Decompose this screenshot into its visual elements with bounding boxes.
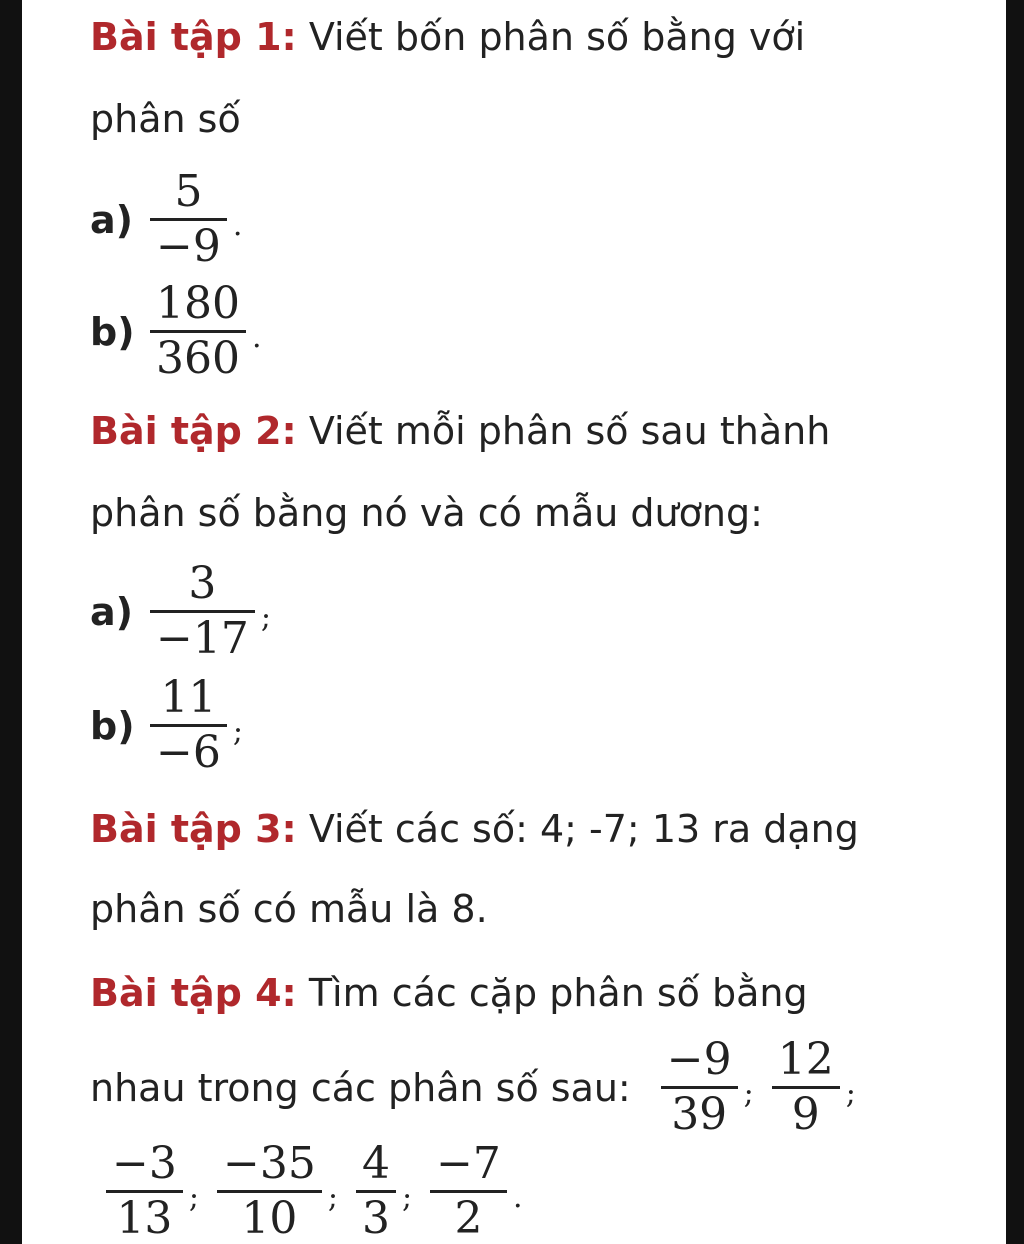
separator: ; [232, 714, 243, 749]
fraction [106, 1140, 183, 1243]
separator: ; [401, 1180, 413, 1215]
separator: ; [260, 600, 271, 635]
numerator: −9 [666, 1034, 732, 1085]
ex2-title: Bài tập 2: [90, 409, 297, 453]
fraction [661, 1036, 738, 1139]
item-label: b) [90, 703, 135, 748]
denominator: 9 [791, 1089, 820, 1140]
ex1-text-1: Viết bốn phân số bằng với [296, 15, 806, 59]
ex2-heading [90, 408, 830, 454]
ex4-text-2: nhau trong các phân số sau: [90, 1065, 631, 1110]
separator: ; [845, 1076, 856, 1111]
denominator: 39 [671, 1089, 728, 1140]
ex1-item-a [90, 168, 242, 271]
denominator: 360 [156, 333, 240, 384]
numerator: 5 [174, 166, 203, 217]
numerator: 4 [361, 1138, 390, 1189]
item-label: a) [90, 197, 134, 242]
numerator: −3 [112, 1138, 177, 1189]
numerator: 12 [777, 1034, 834, 1085]
ex3-heading [90, 806, 859, 852]
ex1-heading [90, 14, 805, 60]
fraction [150, 674, 227, 777]
item-label: b) [90, 309, 135, 354]
ex2-item-b [90, 674, 243, 777]
ex4-row-2 [102, 1140, 522, 1243]
ex3-title: Bài tập 3: [90, 807, 297, 851]
denominator: −9 [156, 221, 221, 272]
denominator: −17 [156, 613, 249, 664]
numerator: 180 [156, 278, 240, 329]
ex2-text-2: phân số bằng nó và có mẫu dương: [90, 491, 763, 535]
numerator: 11 [160, 672, 217, 723]
worksheet-page [22, 0, 1006, 1244]
ex4-title: Bài tập 4: [90, 971, 297, 1015]
numerator: −7 [436, 1138, 501, 1189]
denominator: 10 [241, 1193, 298, 1244]
ex2-text-1: Viết mỗi phân số sau thành [296, 409, 831, 453]
fraction [150, 560, 255, 663]
ex2-item-a [90, 560, 271, 663]
denominator: 13 [116, 1193, 173, 1244]
separator: ; [327, 1180, 338, 1215]
item-label: a) [90, 589, 134, 634]
fraction [356, 1140, 396, 1243]
numerator: −35 [222, 1138, 316, 1189]
ex3-text-1: Viết các số: 4; -7; 13 ra dạng [296, 807, 859, 851]
fraction [150, 168, 227, 271]
ex1-text-2: phân số [90, 97, 241, 141]
denominator: 2 [454, 1193, 483, 1244]
denominator: −6 [156, 727, 221, 778]
separator: . [232, 208, 243, 243]
ex3-text-2: phân số có mẫu là 8. [90, 887, 488, 931]
ex4-text-1: Tìm các cặp phân số bằng [296, 971, 808, 1015]
separator: ; [743, 1076, 754, 1111]
ex4-row-1 [90, 1036, 856, 1139]
fraction [150, 280, 246, 383]
ex4-heading [90, 970, 808, 1016]
ex1-title: Bài tập 1: [90, 15, 297, 59]
fraction [217, 1140, 322, 1243]
fraction [772, 1036, 840, 1139]
separator: . [251, 320, 262, 355]
numerator: 3 [188, 558, 217, 609]
separator: ; [188, 1180, 199, 1215]
ex1-item-b [90, 280, 262, 383]
fraction [430, 1140, 507, 1243]
separator: . [512, 1180, 523, 1215]
denominator: 3 [361, 1193, 390, 1244]
